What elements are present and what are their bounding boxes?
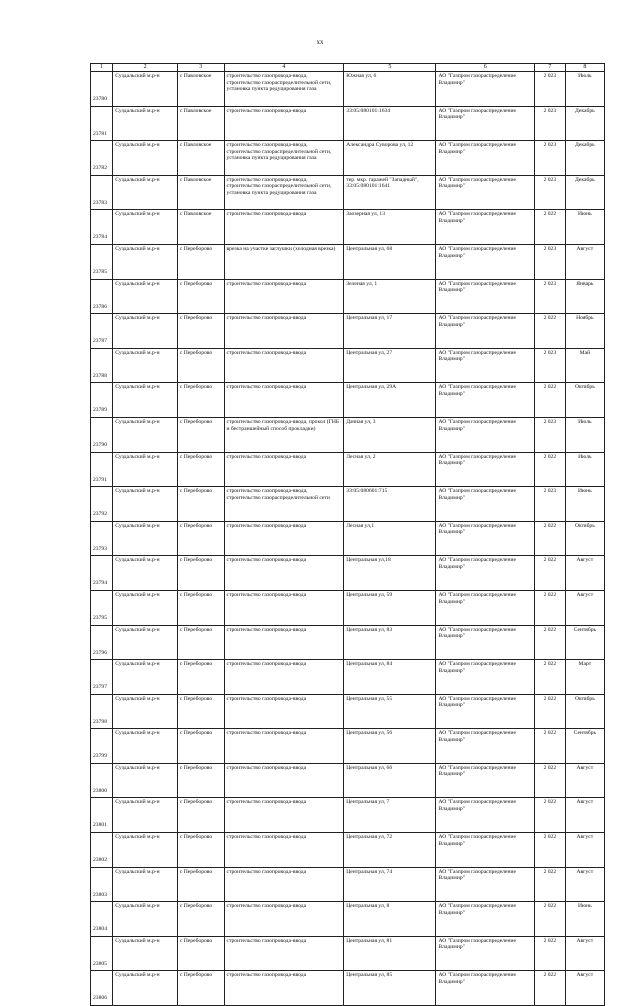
address-cell: Центральная ул, 68	[344, 244, 436, 279]
work-type-cell: строительство газопровода-ввода	[224, 694, 344, 729]
district-cell: Суздальский м.р-н	[113, 798, 178, 833]
district-cell: Суздальский м.р-н	[113, 314, 178, 349]
column-header: 1	[91, 64, 113, 72]
address-cell: Дачная ул, 3	[344, 417, 436, 452]
month-cell: Сентябрь	[565, 729, 604, 764]
table-row	[91, 867, 605, 902]
work-type-cell: строительство газопровода-ввода	[224, 729, 344, 764]
table-row	[91, 971, 605, 1006]
row-number: 23805	[91, 936, 113, 971]
address-cell: Центральная ул, 83	[344, 625, 436, 660]
settlement-cell: с Переборово	[177, 833, 224, 868]
organization-cell: АО "Газпром газораспределение Владимир"	[436, 798, 535, 833]
work-type-cell: строительство газопровода-ввода	[224, 106, 344, 141]
work-type-cell: строительство газопровода-ввода	[224, 971, 344, 1006]
district-cell: Суздальский м.р-н	[113, 694, 178, 729]
organization-cell: АО "Газпром газораспределение Владимир"	[436, 141, 535, 176]
settlement-cell: с Переборово	[177, 590, 224, 625]
month-cell: Август	[565, 936, 604, 971]
organization-cell: АО "Газпром газораспределение Владимир"	[436, 833, 535, 868]
month-cell: Январь	[565, 279, 604, 314]
settlement-cell: с Переборово	[177, 314, 224, 349]
address-cell: Центральная ул, 17	[344, 314, 436, 349]
organization-cell: АО "Газпром газораспределение Владимир"	[436, 936, 535, 971]
address-cell: Центральная ул, 84	[344, 660, 436, 695]
month-cell: Декабрь	[565, 141, 604, 176]
column-header: 6	[436, 64, 535, 72]
column-header: 2	[113, 64, 178, 72]
work-type-cell: строительство газопровода-ввода	[224, 590, 344, 625]
column-header: 8	[565, 64, 604, 72]
month-cell: Август	[565, 798, 604, 833]
settlement-cell: с Переборово	[177, 936, 224, 971]
year-cell: 2 023	[535, 72, 566, 107]
row-number: 23792	[91, 487, 113, 522]
organization-cell: АО "Газпром газораспределение Владимир"	[436, 729, 535, 764]
month-cell: Август	[565, 590, 604, 625]
table-row	[91, 936, 605, 971]
month-cell: Октябрь	[565, 694, 604, 729]
month-cell: Сентябрь	[565, 625, 604, 660]
work-type-cell: строительство газопровода-ввода	[224, 902, 344, 937]
address-cell: 33:05:080101:1634	[344, 106, 436, 141]
work-type-cell: строительство газопровода-ввода	[224, 556, 344, 591]
district-cell: Суздальский м.р-н	[113, 729, 178, 764]
year-cell: 2 022	[535, 383, 566, 418]
table-row	[91, 590, 605, 625]
table-row	[91, 625, 605, 660]
row-number: 23784	[91, 210, 113, 245]
settlement-cell: с Переборово	[177, 902, 224, 937]
district-cell: Суздальский м.р-н	[113, 625, 178, 660]
organization-cell: АО "Газпром газораспределение Владимир"	[436, 763, 535, 798]
address-cell: 33:05:080601:715	[344, 487, 436, 522]
address-cell: Центральная ул, 59	[344, 590, 436, 625]
month-cell: Июль	[565, 452, 604, 487]
organization-cell: АО "Газпром газораспределение Владимир"	[436, 971, 535, 1006]
address-cell: Лесная ул,1	[344, 521, 436, 556]
month-cell: Август	[565, 244, 604, 279]
district-cell: Суздальский м.р-н	[113, 141, 178, 176]
organization-cell: АО "Газпром газораспределение Владимир"	[436, 590, 535, 625]
settlement-cell: с Переборово	[177, 729, 224, 764]
settlement-cell: с Переборово	[177, 556, 224, 591]
row-number: 23781	[91, 106, 113, 141]
row-number: 23780	[91, 72, 113, 107]
table-row	[91, 72, 605, 107]
year-cell: 2 022	[535, 625, 566, 660]
settlement-cell: с Павловское	[177, 72, 224, 107]
year-cell: 2 022	[535, 210, 566, 245]
organization-cell: АО "Газпром газораспределение Владимир"	[436, 348, 535, 383]
year-cell: 2 022	[535, 867, 566, 902]
month-cell: Июль	[565, 72, 604, 107]
work-type-cell: строительство газопровода-ввода	[224, 452, 344, 487]
address-cell: Зеленая ул, 1	[344, 279, 436, 314]
settlement-cell: с Павловское	[177, 141, 224, 176]
row-number: 23798	[91, 694, 113, 729]
month-cell: Август	[565, 556, 604, 591]
district-cell: Суздальский м.р-н	[113, 902, 178, 937]
month-cell: Декабрь	[565, 175, 604, 210]
month-cell: Декабрь	[565, 106, 604, 141]
column-header: 5	[344, 64, 436, 72]
row-number: 23804	[91, 902, 113, 937]
address-cell: Центральная ул, 85	[344, 971, 436, 1006]
year-cell: 2 023	[535, 141, 566, 176]
district-cell: Суздальский м.р-н	[113, 590, 178, 625]
month-cell: Май	[565, 348, 604, 383]
district-cell: Суздальский м.р-н	[113, 833, 178, 868]
row-number: 23796	[91, 625, 113, 660]
settlement-cell: с Переборово	[177, 625, 224, 660]
district-cell: Суздальский м.р-н	[113, 210, 178, 245]
table-row	[91, 417, 605, 452]
row-number: 23782	[91, 141, 113, 176]
column-header: 3	[177, 64, 224, 72]
row-number: 23790	[91, 417, 113, 452]
table-row	[91, 833, 605, 868]
address-cell: Центральная ул, 72	[344, 833, 436, 868]
month-cell: Октябрь	[565, 383, 604, 418]
work-type-cell: строительство газопровода-ввода	[224, 867, 344, 902]
district-cell: Суздальский м.р-н	[113, 72, 178, 107]
row-number: 23794	[91, 556, 113, 591]
row-number: 23797	[91, 660, 113, 695]
settlement-cell: с Переборово	[177, 348, 224, 383]
district-cell: Суздальский м.р-н	[113, 660, 178, 695]
work-type-cell: строительство газопровода-ввода	[224, 348, 344, 383]
settlement-cell: с Переборово	[177, 798, 224, 833]
year-cell: 2 023	[535, 487, 566, 522]
table-row	[91, 141, 605, 176]
table-row	[91, 556, 605, 591]
address-cell: Лесная ул, 2	[344, 452, 436, 487]
work-type-cell: строительство газопровода-ввода	[224, 936, 344, 971]
district-cell: Суздальский м.р-н	[113, 244, 178, 279]
settlement-cell: с Павловское	[177, 175, 224, 210]
column-header: 7	[535, 64, 566, 72]
settlement-cell: с Переборово	[177, 487, 224, 522]
work-type-cell: строительство газопровода-ввода	[224, 521, 344, 556]
month-cell: Август	[565, 971, 604, 1006]
district-cell: Суздальский м.р-н	[113, 936, 178, 971]
work-type-cell: строительство газопровода-ввода	[224, 798, 344, 833]
row-number: 23787	[91, 314, 113, 349]
district-cell: Суздальский м.р-н	[113, 452, 178, 487]
address-cell: тер. мкр. гаражей "Западный", 33:05:080101:1641	[344, 175, 436, 210]
year-cell: 2 022	[535, 971, 566, 1006]
table-row	[91, 106, 605, 141]
organization-cell: АО "Газпром газораспределение Владимир"	[436, 867, 535, 902]
settlement-cell: с Переборово	[177, 452, 224, 487]
work-type-cell: строительство газопровода-ввода, строительство газораспределительной сети, установка пункта редуцирования газа	[224, 175, 344, 210]
table-row	[91, 452, 605, 487]
district-cell: Суздальский м.р-н	[113, 106, 178, 141]
organization-cell: АО "Газпром газораспределение Владимир"	[436, 625, 535, 660]
year-cell: 2 022	[535, 452, 566, 487]
year-cell: 2 023	[535, 279, 566, 314]
month-cell: Ноябрь	[565, 314, 604, 349]
work-type-cell: строительство газопровода-ввода	[224, 625, 344, 660]
work-type-cell: строительство газопровода-ввода, строительство газораспределительной сети	[224, 487, 344, 522]
settlement-cell: с Переборово	[177, 763, 224, 798]
organization-cell: АО "Газпром газораспределение Владимир"	[436, 210, 535, 245]
district-cell: Суздальский м.р-н	[113, 867, 178, 902]
work-type-cell: строительство газопровода-ввода	[224, 833, 344, 868]
organization-cell: АО "Газпром газораспределение Владимир"	[436, 383, 535, 418]
row-number: 23800	[91, 763, 113, 798]
district-cell: Суздальский м.р-н	[113, 348, 178, 383]
row-number: 23791	[91, 452, 113, 487]
settlement-cell: с Переборово	[177, 521, 224, 556]
settlement-cell: с Павловское	[177, 210, 224, 245]
work-type-cell: врезка на участке заглушки (холодная врезка)	[224, 244, 344, 279]
work-type-cell: строительство газопровода-ввода, строительство газораспределительной сети, установка пункта редуцирования газа	[224, 72, 344, 107]
organization-cell: АО "Газпром газораспределение Владимир"	[436, 902, 535, 937]
organization-cell: АО "Газпром газораспределение Владимир"	[436, 660, 535, 695]
year-cell: 2 022	[535, 314, 566, 349]
organization-cell: АО "Газпром газораспределение Владимир"	[436, 175, 535, 210]
address-cell: Заозерная ул, 13	[344, 210, 436, 245]
table-row	[91, 487, 605, 522]
address-cell: Александра Суворова ул, 12	[344, 141, 436, 176]
settlement-cell: с Переборово	[177, 417, 224, 452]
work-type-cell: строительство газопровода-ввода	[224, 210, 344, 245]
month-cell: Июнь	[565, 902, 604, 937]
settlement-cell: с Переборово	[177, 244, 224, 279]
settlement-cell: с Переборово	[177, 279, 224, 314]
table-row	[91, 660, 605, 695]
table-row	[91, 348, 605, 383]
header-row	[91, 64, 605, 72]
row-number: 23785	[91, 244, 113, 279]
table-row	[91, 694, 605, 729]
address-cell: Центральная ул, 7	[344, 798, 436, 833]
address-cell: Центральная ул, 74	[344, 867, 436, 902]
address-cell: Центральная ул, 66	[344, 763, 436, 798]
address-cell: Центральная ул, 55	[344, 694, 436, 729]
table-row	[91, 175, 605, 210]
year-cell: 2 022	[535, 521, 566, 556]
address-cell: Центральная ул, 27	[344, 348, 436, 383]
row-number: 23788	[91, 348, 113, 383]
address-cell: Центральная ул,18	[344, 556, 436, 591]
table-row	[91, 798, 605, 833]
organization-cell: АО "Газпром газораспределение Владимир"	[436, 72, 535, 107]
address-cell: Южная ул, 6	[344, 72, 436, 107]
address-cell: Центральная ул, 56	[344, 729, 436, 764]
district-cell: Суздальский м.р-н	[113, 763, 178, 798]
work-type-cell: строительство газопровода-ввода, прокол (ГНБ и бестраншейный способ прокладки)	[224, 417, 344, 452]
work-type-cell: строительство газопровода-ввода	[224, 279, 344, 314]
settlement-cell: с Павловское	[177, 106, 224, 141]
address-cell: Центральная ул, 81	[344, 936, 436, 971]
month-cell: Июнь	[565, 487, 604, 522]
year-cell: 2 022	[535, 660, 566, 695]
month-cell: Октябрь	[565, 521, 604, 556]
year-cell: 2 022	[535, 936, 566, 971]
register-table	[90, 63, 605, 1006]
year-cell: 2 022	[535, 902, 566, 937]
organization-cell: АО "Газпром газораспределение Владимир"	[436, 314, 535, 349]
organization-cell: АО "Газпром газораспределение Владимир"	[436, 417, 535, 452]
organization-cell: АО "Газпром газораспределение Владимир"	[436, 244, 535, 279]
year-cell: 2 022	[535, 798, 566, 833]
year-cell: 2 022	[535, 763, 566, 798]
table-row	[91, 902, 605, 937]
table-row	[91, 210, 605, 245]
row-number: 23793	[91, 521, 113, 556]
month-cell: Август	[565, 867, 604, 902]
work-type-cell: строительство газопровода-ввода, строительство газораспределительной сети, установка пункта редуцирования газа	[224, 141, 344, 176]
year-cell: 2 022	[535, 590, 566, 625]
column-header: 4	[224, 64, 344, 72]
organization-cell: АО "Газпром газораспределение Владимир"	[436, 452, 535, 487]
settlement-cell: с Переборово	[177, 694, 224, 729]
work-type-cell: строительство газопровода-ввода	[224, 660, 344, 695]
district-cell: Суздальский м.р-н	[113, 971, 178, 1006]
address-cell: Центральная ул, 8	[344, 902, 436, 937]
table-row	[91, 521, 605, 556]
settlement-cell: с Переборово	[177, 971, 224, 1006]
address-cell: Центральная ул, 29А	[344, 383, 436, 418]
row-number: 23801	[91, 798, 113, 833]
page-number: xx	[316, 38, 324, 46]
district-cell: Суздальский м.р-н	[113, 175, 178, 210]
district-cell: Суздальский м.р-н	[113, 487, 178, 522]
year-cell: 2 023	[535, 175, 566, 210]
organization-cell: АО "Газпром газораспределение Владимир"	[436, 279, 535, 314]
month-cell: Август	[565, 763, 604, 798]
month-cell: Июнь	[565, 210, 604, 245]
row-number: 23806	[91, 971, 113, 1006]
district-cell: Суздальский м.р-н	[113, 279, 178, 314]
year-cell: 2 022	[535, 556, 566, 591]
row-number: 23802	[91, 833, 113, 868]
work-type-cell: строительство газопровода-ввода	[224, 763, 344, 798]
row-number: 23795	[91, 590, 113, 625]
district-cell: Суздальский м.р-н	[113, 417, 178, 452]
year-cell: 2 023	[535, 348, 566, 383]
table-row	[91, 383, 605, 418]
organization-cell: АО "Газпром газораспределение Владимир"	[436, 556, 535, 591]
year-cell: 2 023	[535, 106, 566, 141]
row-number: 23786	[91, 279, 113, 314]
month-cell: Июль	[565, 417, 604, 452]
table-row	[91, 314, 605, 349]
settlement-cell: с Переборово	[177, 383, 224, 418]
table-row	[91, 763, 605, 798]
row-number: 23799	[91, 729, 113, 764]
table-row	[91, 244, 605, 279]
row-number: 23783	[91, 175, 113, 210]
settlement-cell: с Переборово	[177, 867, 224, 902]
year-cell: 2 022	[535, 729, 566, 764]
organization-cell: АО "Газпром газораспределение Владимир"	[436, 694, 535, 729]
year-cell: 2 023	[535, 244, 566, 279]
year-cell: 2 022	[535, 694, 566, 729]
table-row	[91, 729, 605, 764]
settlement-cell: с Переборово	[177, 660, 224, 695]
row-number: 23803	[91, 867, 113, 902]
year-cell: 2 022	[535, 833, 566, 868]
organization-cell: АО "Газпром газораспределение Владимир"	[436, 106, 535, 141]
district-cell: Суздальский м.р-н	[113, 383, 178, 418]
table-row	[91, 279, 605, 314]
district-cell: Суздальский м.р-н	[113, 556, 178, 591]
month-cell: Март	[565, 660, 604, 695]
row-number: 23789	[91, 383, 113, 418]
month-cell: Август	[565, 833, 604, 868]
organization-cell: АО "Газпром газораспределение Владимир"	[436, 487, 535, 522]
work-type-cell: строительство газопровода-ввода	[224, 314, 344, 349]
work-type-cell: строительство газопровода-ввода	[224, 383, 344, 418]
organization-cell: АО "Газпром газораспределение Владимир"	[436, 521, 535, 556]
district-cell: Суздальский м.р-н	[113, 521, 178, 556]
year-cell: 2 023	[535, 417, 566, 452]
